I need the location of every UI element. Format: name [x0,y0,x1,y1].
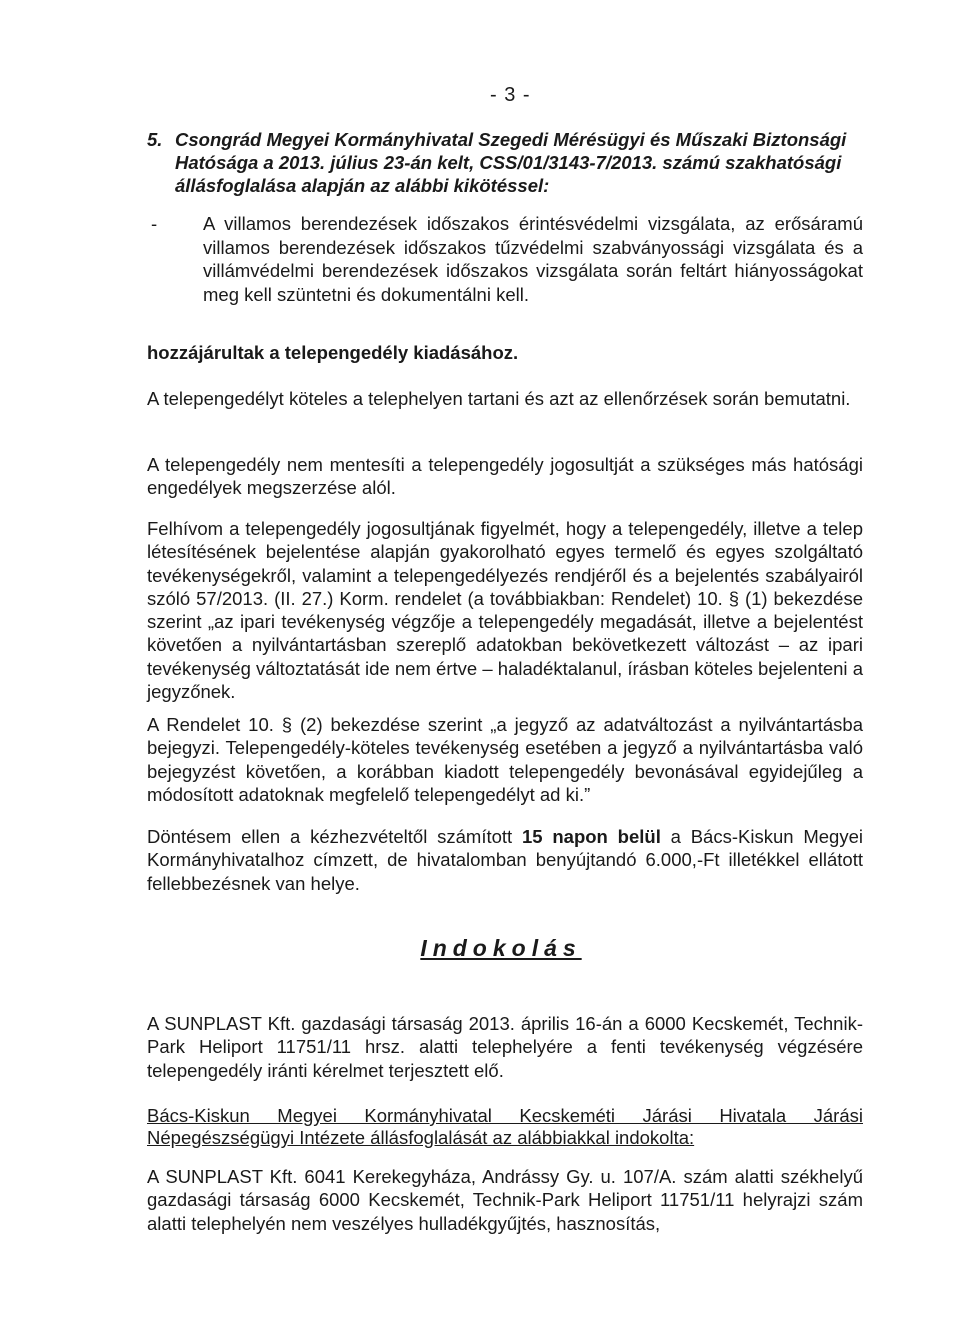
item-text: Csongrád Megyei Kormányhivatal Szegedi Mérésügyi és Műszaki Biztonsági Hatósága a 2013. július 23-án kelt, CSS/01/3143-7/2013. számú szakhatósági állásfoglalása alapján az alábbi kikötéssel: [175,129,847,196]
reasoning-paragraph-company: A SUNPLAST Kft. 6041 Kerekegyháza, Andrássy Gy. u. 107/A. szám alatti székhelyű gazdasági társaság 6000 Kecskemét, Technik-Park Heliport 11751/11 helyrajzi szám alatti telephelyén nem veszélyes hulladékgyűjtés, hasznosítás, [147,1166,863,1234]
condition-item-5 [147,128,867,197]
bullet-text: A villamos berendezések időszakos érintésvédelmi vizsgálata, az erősáramú villamos berendezések időszakos tűzvédelmi szabványossági vizsgálata és a villámvédelmi berendezések időszakos vizsgálata során feltárt hiányosságokat meg kell szüntetni és dokumentálni kell. [203,213,863,305]
paragraph-appeal [147,825,863,895]
reasoning-paragraph-authority: Bács-Kiskun Megyei Kormányhivatal Kecskeméti Járási Hivatala Járási Népegészségügyi Intézete állásfoglalását az alábbiakkal indokolta: [147,1105,863,1148]
reasoning-paragraph-request: A SUNPLAST Kft. gazdasági társaság 2013. április 16-án a 6000 Kecskemét, Technik-Park Heliport 11751/11 hrsz. alatti telephelyére a fenti tevékenység végzésére telepengedély iránti kérelmet terjesztett elő. [147,1013,863,1081]
paragraph-notice: Felhívom a telepengedély jogosultjának figyelmét, hogy a telepengedély, illetve a telep létesítésének bejelentése alapján gyakorolható egyes termelő és egyes szolgáltató tevékenységekről, valamint a telepengedélyezés rendjéről és a bejelentés szabályairól szóló 57/2013. (II. 27.) Korm. rendelet (a továbbiakban: Rendelet) 10. § (1) bekezdése szerint „az ipari tevékenység végzője a telepengedély megadását, illetve a bejelentést követően a nyilvántartásban szereplő adatokban bekövetkezett változást – az ipari tevékenység változtatását ide nem értve – haladéktalanul, írásban köteles bejelenteni a jegyzőnek. [147,518,863,703]
item-number: 5. [147,129,163,150]
bullet-dash: - [151,213,158,234]
paragraph-no-exemption: A telepengedély nem mentesíti a telepengedély jogosultját a szükséges más hatósági engedélyek megszerzése alól. [147,454,863,498]
appeal-text-end: a Bács-Kiskun Megyei Kormányhivatalhoz címzett, de hivatalomban benyújtandó 6.000,-Ft illetékkel ellátott fellebbezésnek van helye. [147,826,863,894]
section-heading-wrap [0,935,960,962]
condition-bullet [147,212,863,306]
page-number: - 3 - [490,84,531,106]
section-heading: Indokolás [420,935,582,961]
paragraph-keep-permit: A telepengedélyt köteles a telephelyen tartani és azt az ellenőrzések során bemutatni. [147,388,851,409]
appeal-deadline: 15 napon belül [521,826,661,847]
appeal-text-start: Döntésem ellen a kézhezvételtől számított [147,826,522,847]
consent-line: hozzájárultak a telepengedély kiadásához. [147,342,519,363]
paragraph-regulation: A Rendelet 10. § (2) bekezdése szerint „a jegyző az adatváltozást a nyilvántartásba bejegyzi. Telepengedély-köteles tevékenység esetében a jegyző a nyilvántartásba való bejegyzést követően, a korábban kiadott telepengedély bevonásával egyidejűleg a módosított adatoknak megfelelő telepengedélyt ad ki.” [147,714,863,805]
